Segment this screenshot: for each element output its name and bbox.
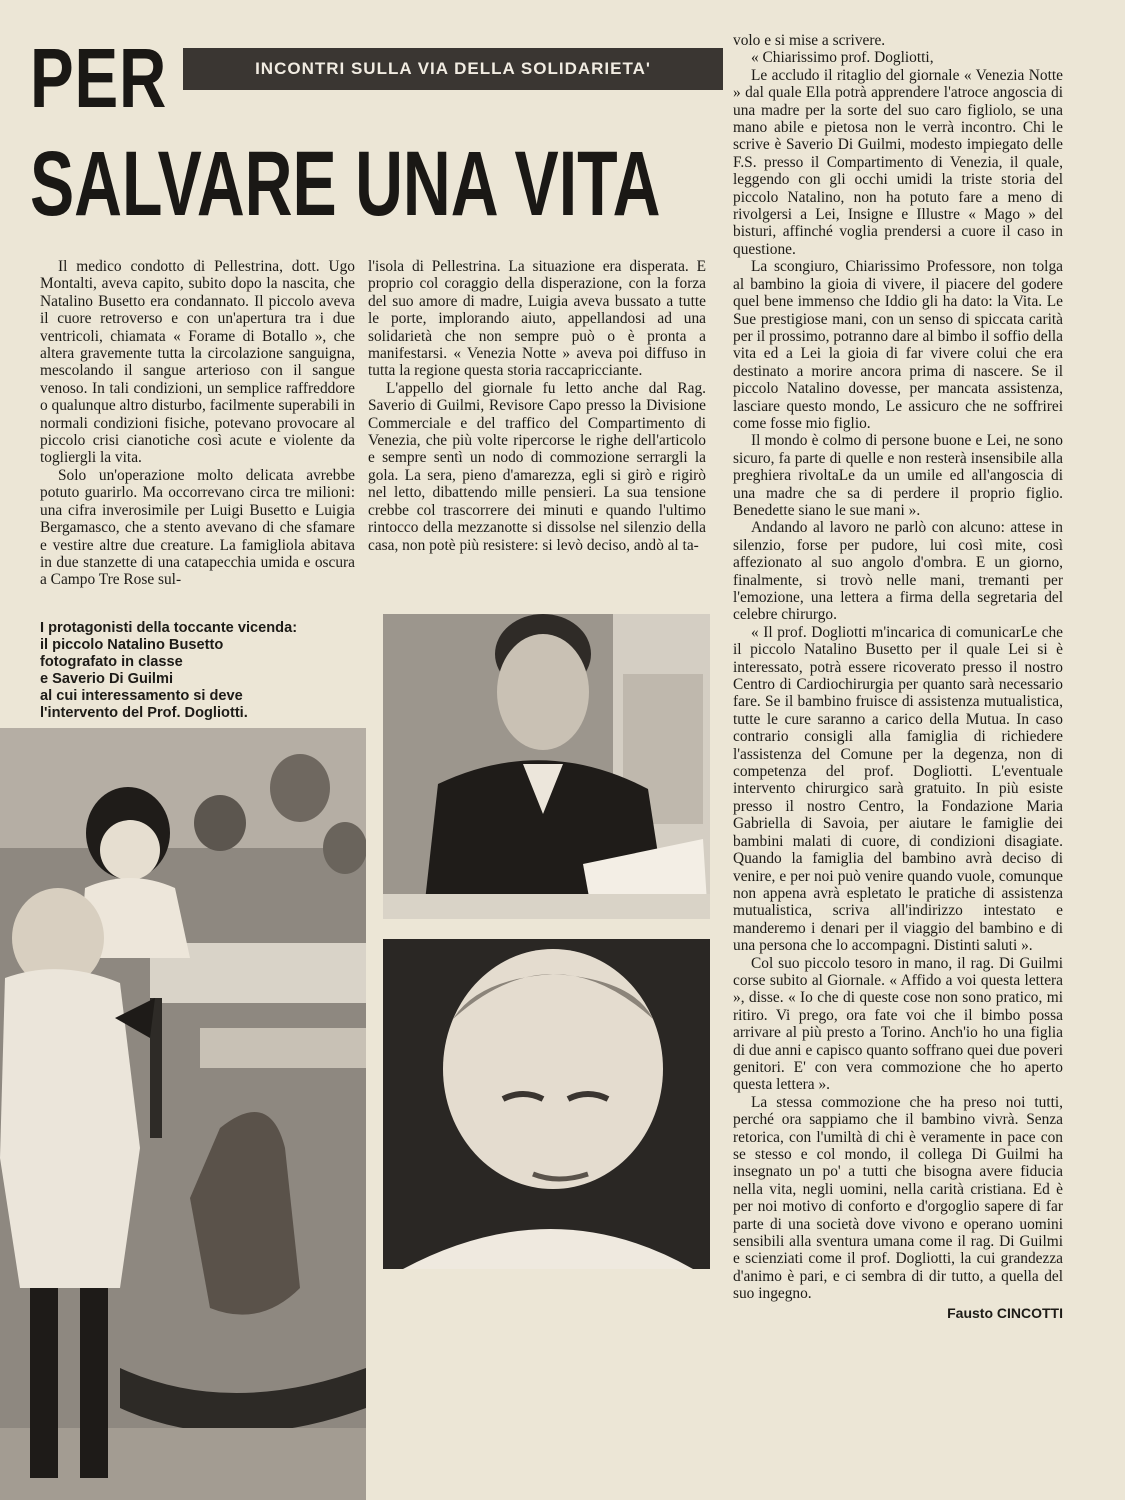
caption-line: I protagonisti della toccante vicenda: (40, 620, 298, 636)
paragraph: L'appello del giornale fu letto anche dal Rag. Saverio di Guilmi, Revisore Capo presso la Divisione Commerciale e del traffico del Compartimento di Venezia, che più volte ripercorse le righe dell'articolo e sempre sentì un nodo di commozione serrargli la gola. La sera, pieno d'amarezza, egli si girò e rigirò nel letto, dibattendo mille pensieri. La sua tensione crebbe col trascorrere dei minuti e quando l'ultimo rintocco della mezzanotte si dissolse nel silenzio della casa, non potè più resistere: si levò deciso, andò al ta- (368, 379, 706, 554)
paragraph: volo e si mise a scrivere. (733, 32, 886, 49)
caption-line: al cui interessamento si deve (40, 688, 243, 704)
paragraph: Solo un'operazione molto delicata avrebbe potuto guarirlo. Ma occorrevano circa tre milioni: una cifra inverosimile per Luigi Busetto e Luigia Bergamasco, che a stento avevano di che sfamare e vestire altre due creature. La famigliola abitava in due stanzette di una catapecchia umida e oscura a Campo Tre Rose sul- (40, 466, 355, 589)
caption-line: e Saverio Di Guilmi (40, 671, 174, 687)
author-byline: Fausto CINCOTTI (947, 1304, 1063, 1321)
paragraph: Le accludo il ritaglio del giornale « Venezia Notte » dal quale Ella potrà apprendere l'atroce angoscia di una madre per la sorte del suo caro figliolo, se una mano abile e pietosa non le verrà incontro. Chi le scrive è Saverio Di Guilmi, modesto impiegato delle F.S. presso il Compartimento di Venezia, il quale, leggendo con gli occhi umidi la triste storia del piccolo Natalino, non ha potuto fare a meno di rivolgersi a Lei, Insigne e Illustre « Mago » del bisturi, affinché voglia prendersi a cuore il caso in questione. (733, 66, 1063, 258)
article-column-2 (368, 258, 706, 554)
headline-line2: SALVARE UNA VITA (30, 133, 661, 235)
caption-line: il piccolo Natalino Busetto (40, 637, 224, 653)
photo-caption (40, 620, 360, 722)
section-banner: INCONTRI SULLA VIA DELLA SOLIDARIETA' (183, 48, 723, 90)
paragraph: La stessa commozione che ha preso noi tutti, perché ora sappiamo che il bambino vivrà. Senza retorica, con l'umiltà di chi è veramente in pace con se stesso e col mondo, il collega Di Guilmi ha insegnato un po' a tutti che bisogna avere fiducia nella vita, negli uomini, nella carità cristiana. Ed è per noi motivo di conforto e d'orgoglio sapere di far parte di una società dove vivono e operano uomini sensibili alla sventura umana come il rag. Di Guilmi e scienziati come il prof. Dogliotti, la cui grandezza d'animo è pari, e ci sembra di dir tutto, a quella del suo ingegno. (733, 1093, 1063, 1303)
paragraph: Il mondo è colmo di persone buone e Lei, ne sono sicuro, fa parte di quelle e non resterà insensibile alla preghiera rivoltaLe da un umile ed all'angoscia di una madre che sa di perdere il proprio figlio. Benedette siano le sue mani ». (733, 432, 1063, 519)
paragraph: Il medico condotto di Pellestrina, dott. Ugo Montalti, aveva capito, subito dopo la nascita, che Natalino Busetto era condannato. Il piccolo aveva il cuore retroverso e con un'apertura tra i due ventricoli, chiamata « Forame di Botallo », che altera gravemente tutta la circolazione sanguigna, mescolando il sangue arterioso con il sangue venoso. In tali condizioni, un semplice raffreddore o qualunque altro disturbo, facilmente superabili in normali condizioni fisiche, potevano provocare al piccolo crisi cianotiche così acute e violente da togliergli la vita. (40, 258, 355, 467)
paragraph: l'isola di Pellestrina. La situazione era disperata. E proprio col coraggio della disperazione, con la forza del suo amore di madre, Luigia aveva bussato a tutte le porte, implorando aiuto, appellandosi ad una solidarietà che non sempre può o è pronta a manifestarsi. « Venezia Notte » aveva poi diffuso in tutta la regione questa storia raccapricciante. (368, 258, 706, 380)
photo-prof-dogliotti (383, 939, 710, 1269)
photo-saverio-di-guilmi (383, 614, 710, 919)
article-column-3 (733, 32, 1063, 1322)
paragraph: Col suo piccolo tesoro in mano, il rag. Di Guilmi corse subito al Giornale. « Affido a voi questa lettera », disse. « Io che di queste cose non sono pratico, mi ritiro. Vi prego, ora fate voi che il bimbo possa arrivare al più presto a Torino. Anch'io ho una figlia di due anni e capisco quanto soffrano quei due poveri genitori. E' con vera commozione che ho aperto questa lettera ». (733, 954, 1063, 1094)
paragraph: Andando al lavoro ne parlò con alcuno: attese in silenzio, forse per pudore, lui così mite, così affezionato al suo angolo d'ombra. E un giorno, finalmente, si trovò nelle mani, tremanti per l'emozione, una lettera a firma della segretaria del celebre chirurgo. (733, 519, 1063, 624)
photo-child-classroom (0, 728, 366, 1500)
paragraph: La scongiuro, Chiarissimo Professore, non tolga al bambino la gioia di vivere, il piacere del godere quel bene immenso che Iddio gli ha dato: la Vita. Le Sue prestigiose mani, con un senso di spiccata carità per il prossimo, potranno dare al bimbo il soffio della vita ed a Lei la gioia di far vivere colui che era destinato a morire ancora prima di nascere. Se il piccolo Natalino dovesse, per mancata assistenza, lasciare questo mondo, Le assicuro che ne soffrirei come fosse mio figlio. (733, 258, 1063, 432)
headline-line1: PER (30, 31, 168, 125)
caption-line: fotografato in classe (40, 654, 183, 670)
article-column-1 (40, 258, 355, 589)
paragraph: « Chiarissimo prof. Dogliotti, (751, 49, 934, 67)
caption-line: l'intervento del Prof. Dogliotti. (40, 705, 248, 721)
paragraph: « Il prof. Dogliotti m'incarica di comunicarLe che il piccolo Natalino Busetto per il quale Lei si è interessato, potrà essere ricoverato presso il nostro Centro di Cardiochirurgia per quanto sarà necessario fare. Se il bambino fruisce di assistenza mutualistica, tutte le cure saranno a carico della Mutua. In caso contrario consigli alla famiglia di richiedere l'assistenza del Comune per la degenza, non di competenza del prof. Dogliotti. L'eventuale intervento chirurgico sarà gratuito. In più esiste presso il nostro Centro, la Fondazione Maria Gabriella di Savoia, per aiutare le famiglie dei bambini malati di cuore, di condizioni disagiate. Quando la famiglia del bambino avrà deciso di venire, e per noi può venire quando vuole, comunque non appena avrà espletato le pratiche di assistenza mutualistica, scriva all'indirizzo intestato e manderemo i denari per il viaggio del bambino e di una persona che lo accompagni. Distinti saluti ». (733, 623, 1063, 955)
